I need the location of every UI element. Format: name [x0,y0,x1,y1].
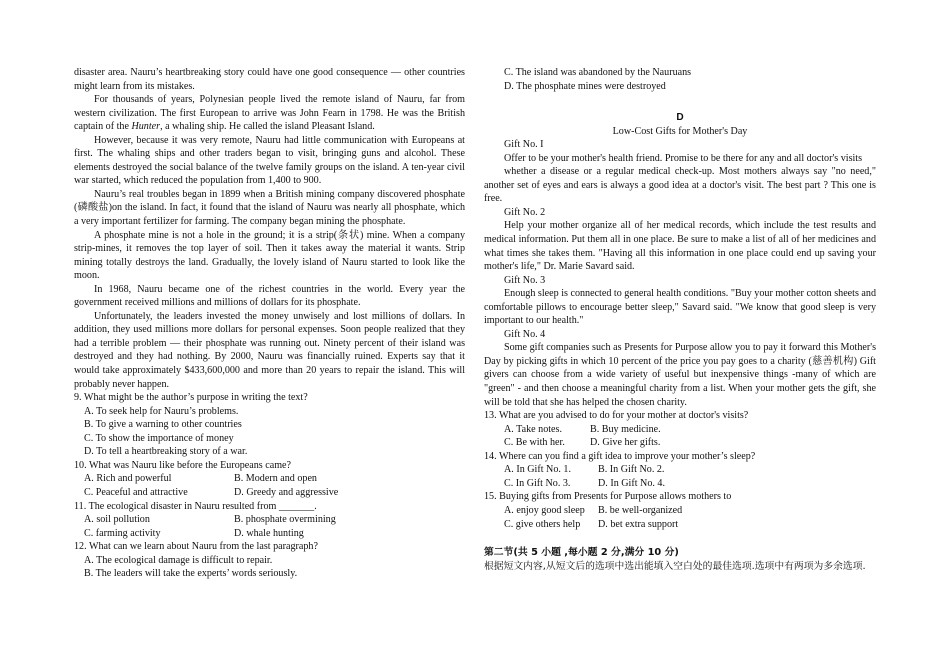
q11-option-c: C. farming activity [84,527,161,539]
gift-1-heading: Gift No. I [504,139,544,151]
q11-options-row2 [74,527,465,541]
q10-option-c: C. Peaceful and attractive [84,486,188,498]
q15-option-d: D. bet extra support [598,518,679,530]
question-12: 12. What can we learn about Nauru from the last paragraph? [74,541,318,553]
question-9: 9. What might be the author’s purpose in writing the text? [74,392,308,404]
q12-option-a: A. The ecological damage is difficult to repair. [84,554,273,566]
q15-option-a: A. enjoy good sleep [504,504,585,516]
left-column [74,66,465,581]
question-13: 13. What are you advised to do for your mother at doctor's visits? [484,410,749,422]
paragraph-strip-mine: A phosphate mine is not a hole in the ground; it is a strip(条状) mine. When a company strip-mines, it removes the top layer of soil. Then it takes away the material it wants. Strip mining totally destroys the land. Gradually, the lovely island of Nauru started to look like the moon. [74,229,465,282]
q11-option-b: B. phosphate overmining [234,514,336,526]
q15-option-b: B. be well-organized [598,504,683,516]
section-2-title: 第二节(共 5 小题 ,每小题 2 分,满分 10 分) [484,547,679,559]
passage-title: Low-Cost Gifts for Mother's Day [612,125,748,137]
paragraph-1968: In 1968, Nauru became one of the richest countries in the world. Every year the government received millions and millions of dollars for its phosphate. [74,283,465,309]
q9-option-c: C. To show the importance of money [84,432,234,444]
q14-option-b: B. In Gift No. 2. [598,464,665,476]
paragraph-phosphate: Nauru’s real troubles began in 1899 when a British mining company discovered phosphate (磷酸盐)on the island. In fact, it found that the island of Nauru was nearly all phosphate, which a very important fertilizer for farming. The company began mining the phosphate. [74,188,465,228]
q13-option-d: D. Give her gifts. [590,437,661,449]
q15-option-c: C. give others help [504,518,581,530]
section-letter: D [676,112,684,124]
q10-option-b: B. Modern and open [234,473,317,485]
section-2-instructions: 根据短文内容,从短文后的选项中选出能填入空白处的最佳选项.选项中有两项为多余选项. [484,560,866,572]
q11-option-a: A. soil pollution [84,514,150,526]
ship-name: Hunter [131,121,161,133]
q14-option-a: A. In Gift No. 1. [504,464,572,476]
q9-option-a: A. To seek help for Nauru’s problems. [84,405,239,417]
q10-options-row1 [74,472,465,486]
right-column [484,66,876,573]
q10-option-a: A. Rich and powerful [84,473,172,485]
question-14: 14. Where can you find a gift idea to improve your mother’s sleep? [484,450,756,462]
question-10: 10. What was Nauru like before the Europeans came? [74,459,292,471]
q11-options-row1 [74,513,465,527]
q12-option-b: B. The leaders will take the experts’ words seriously. [84,568,298,580]
gift-2-text: Help your mother organize all of her medical records, which include the test results and medical information. Put them all in one place. Be sure to make a list of all of her medicines and what times she takes them. "Having all this information in one place could end up saving your mother's life," Dr. Marie Savard said. [484,220,876,273]
q13-options-row2 [484,436,876,450]
question-11: 11. The ecological disaster in Nauru resulted from _______. [74,500,317,512]
q9-option-b: B. To give a warning to other countries [84,419,242,431]
q15-options-row1 [484,504,876,518]
q13-option-c: C. Be with her. [504,437,565,449]
q14-option-d: D. In Gift No. 4. [598,477,666,489]
gift-4-text: Some gift companies such as Presents for Purpose allow you to pay it forward this Mother's Day by picking gifts in which 10 percent of the price you pay goes to a charity (慈善机构) Gift givers can choose from a wide variety of useful but inexpensive things -many of which are "green" - and then choose a meaningful charity from a list. When your mother gets the gift, she will be told that she has helped the chosen charity. [484,342,876,408]
q11-option-d: D. whale hunting [234,527,304,539]
q14-options-row1 [484,463,876,477]
gift-3-text: Enough sleep is connected to general health conditions. "Buy your mother cotton sheets and comfortable pillows to encourage better sleep," Savard said. "We know that good sleep is very important to our health." [484,288,876,327]
gift-1-text-b: whether a disease or a regular medical check-up. Most mothers always say "no need," another set of eyes and ears is always a good idea at a doctor's visit. The best part ? This one is free. [484,166,876,205]
q13-option-b: B. Buy medicine. [590,423,661,435]
paragraph-intro: disaster area. Nauru’s heartbreaking story could have one good consequence — other countries might learn from its mistakes. [74,67,465,92]
q12-option-c: C. The island was abandoned by the Nauruans [504,67,692,78]
gift-3-heading: Gift No. 3 [504,274,546,286]
q13-option-a: A. Take notes. [504,423,562,435]
q10-options-row2 [74,486,465,500]
q12-option-d: D. The phosphate mines were destroyed [504,80,666,92]
question-15: 15. Buying gifts from Presents for Purpose allows mothers to [484,491,732,503]
paragraph-unfortunately: Unfortunately, the leaders invested the money unwisely and lost millions of dollars. In addition, they used millions more dollars for personal expenses. Soon people realized that they had a terrible problem — their phosphate was running out. Ninety percent of their island was destroyed and they had nothing. By 2000, Nauru was financially ruined. Experts say that it would take approximately $433,600,000 and more than 20 years to repair the island. This will probably never happen. [74,310,465,390]
gift-2-heading: Gift No. 2 [504,206,546,218]
gift-4-heading: Gift No. 4 [504,328,546,340]
q9-option-d: D. To tell a heartbreaking story of a war. [84,446,248,458]
q14-option-c: C. In Gift No. 3. [504,477,571,489]
gift-1-text-a: Offer to be your mother's health friend. Promise to be there for any and all doctor's visits [504,152,863,164]
q15-options-row2 [484,518,876,532]
paragraph-history: For thousands of years, Polynesian people lived the remote island of Nauru, far from western civilization. The first European to arrive was John Fearn in 1798. He was the British captain of the Hunter, a whaling ship. He called the island Pleasant Island. [74,94,465,133]
q14-options-row2 [484,477,876,491]
paragraph-europeans: However, because it was very remote, Nauru had little communication with Europeans at first. The whaling ships and other traders began to visit, bringing guns and alcohol. These elements destroyed the social balance of the twelve family groups on the island. A ten-year civil war started, which reduced the population from 1,400 to 900. [74,134,465,187]
q10-option-d: D. Greedy and aggressive [234,486,339,498]
q13-options-row1 [484,423,876,437]
